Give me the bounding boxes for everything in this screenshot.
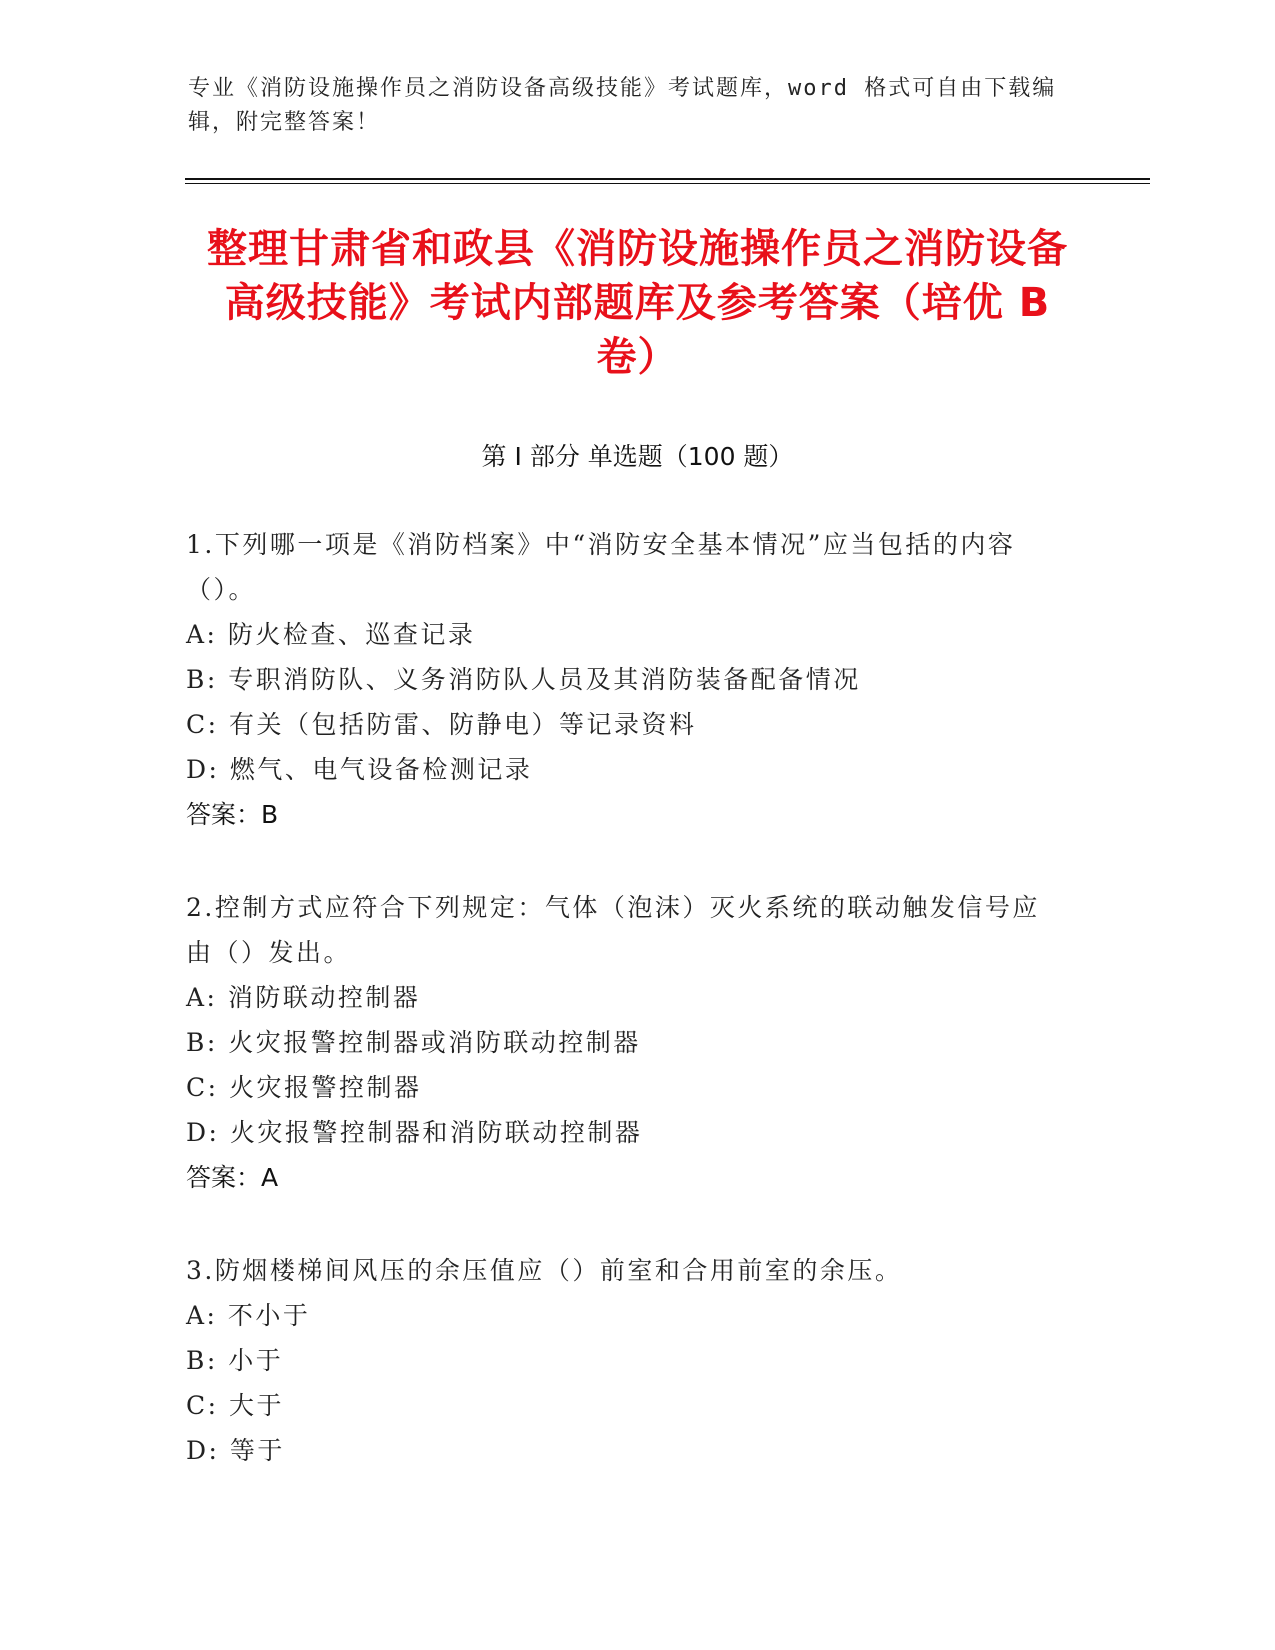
option-c: C: 大于: [186, 1391, 284, 1420]
option-d: D: 等于: [186, 1436, 285, 1465]
option-a: A: 防火检查、巡查记录: [186, 620, 476, 649]
option-b: B: 专职消防队、义务消防队人员及其消防装备配备情况: [186, 665, 861, 694]
header-rule-thick: [185, 178, 1150, 180]
option-b: B: 小于: [186, 1346, 284, 1375]
question-1: [186, 522, 1066, 837]
header-rule-thin: [185, 183, 1150, 184]
question-stem: 1.下列哪一项是《消防档案》中“消防安全基本情况”应当包括的内容（）。: [186, 530, 1016, 604]
document-title: 整理甘肃省和政县《消防设施操作员之消防设备高级技能》考试内部题库及参考答案（培优 B 卷）: [207, 226, 1068, 380]
header-note: 专业《消防设施操作员之消防设备高级技能》考试题库，word 格式可自由下载编辑，附完整答案！: [188, 76, 1057, 135]
option-c: C: 有关（包括防雷、防静电）等记录资料: [186, 710, 697, 739]
question-3: [186, 1248, 1066, 1473]
answer: 答案：A: [186, 1163, 279, 1192]
option-c: C: 火灾报警控制器: [186, 1073, 422, 1102]
option-d: D: 燃气、电气设备检测记录: [186, 755, 533, 784]
option-a: A: 不小于: [186, 1301, 311, 1330]
question-stem: 3.防烟楼梯间风压的余压值应（）前室和合用前室的余压。: [186, 1256, 903, 1285]
section-title: 第 I 部分 单选题（100 题）: [481, 442, 794, 471]
question-stem: 2.控制方式应符合下列规定：气体（泡沫）灭火系统的联动触发信号应由（）发出。: [186, 893, 1040, 967]
option-a: A: 消防联动控制器: [186, 983, 421, 1012]
question-2: [186, 885, 1066, 1200]
answer: 答案：B: [186, 800, 279, 829]
option-d: D: 火灾报警控制器和消防联动控制器: [186, 1118, 643, 1147]
option-b: B: 火灾报警控制器或消防联动控制器: [186, 1028, 641, 1057]
